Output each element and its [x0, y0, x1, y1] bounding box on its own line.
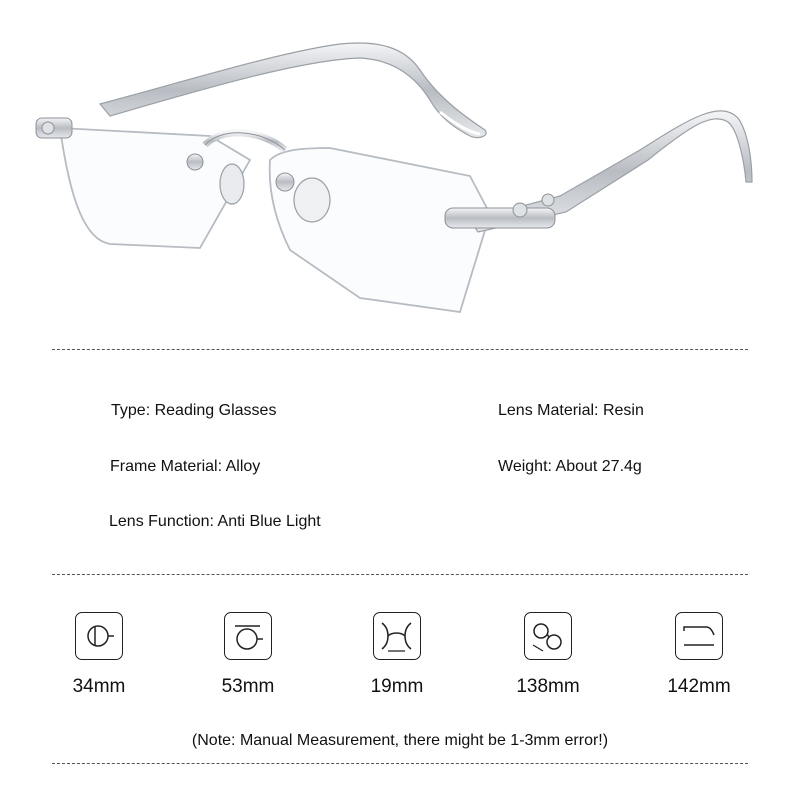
nose-pad-right [294, 178, 330, 222]
spec-value: Reading Glasses [154, 402, 277, 419]
spec-type [111, 401, 276, 421]
frame-width-icon [524, 612, 572, 660]
far-temple [100, 43, 486, 138]
measurement-frame-width: 138mm [516, 676, 580, 697]
glasses-product-image [0, 0, 800, 340]
measurement-lens-height: 34mm [72, 676, 126, 697]
lens-height-icon [75, 612, 123, 660]
spec-key: Weight: [498, 458, 552, 475]
measurement-note: (Note: Manual Measurement, there might be 1-3mm error!) [191, 732, 609, 749]
spec-frame-material [110, 457, 260, 477]
right-lens [270, 148, 490, 312]
spec-key: Type: [111, 402, 151, 419]
spec-value: Anti Blue Light [217, 513, 321, 530]
divider-bottom [52, 763, 748, 764]
divider-top [52, 349, 748, 350]
temple-length-icon [675, 612, 723, 660]
nose-pad-left [220, 164, 244, 204]
divider-middle [52, 574, 748, 575]
measurement-lens-width: 53mm [221, 676, 275, 697]
spec-lens-function [109, 512, 321, 532]
measurement-bridge-width: 19mm [370, 676, 424, 697]
bridge-width-icon [373, 612, 421, 660]
spec-key: Frame Material: [110, 458, 223, 475]
right-hinge [445, 208, 555, 228]
spec-value: About 27.4g [555, 458, 642, 475]
spec-key: Lens Material: [498, 402, 599, 419]
spec-value: Alloy [225, 458, 261, 475]
spec-value: Resin [602, 402, 644, 419]
lens-width-icon [224, 612, 272, 660]
spec-key: Lens Function: [109, 513, 214, 530]
measurement-temple-length: 142mm [667, 676, 731, 697]
spec-weight [498, 457, 642, 477]
spec-lens-material [498, 401, 644, 421]
